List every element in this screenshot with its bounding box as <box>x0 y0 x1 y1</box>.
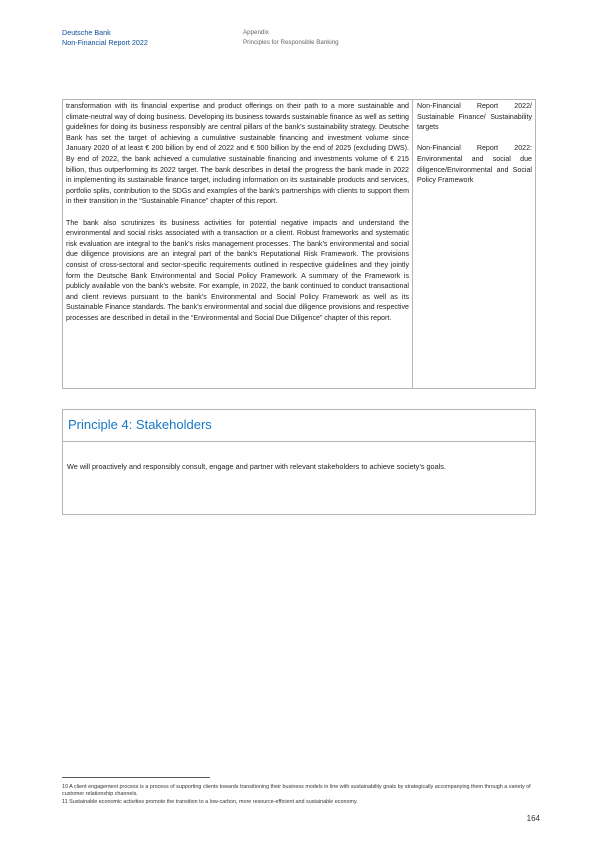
reference-link: Non-Financial Report 2022: Environmental and social due diligence/Environmental and Social Policy Framework <box>417 144 532 185</box>
content-text-column <box>63 100 413 388</box>
principle-statement: We will proactively and responsibly consult, engage and partner with relevant stakeholders to achieve society’s goals. <box>67 462 446 471</box>
principle-title: Principle 4: Stakeholders <box>63 410 535 442</box>
footnote-text: Sustainable economic activities promote the transition to a low-carbon, more resource-efficient and sustainable economy. <box>69 798 358 805</box>
footnotes <box>62 784 540 806</box>
content-table <box>62 99 536 389</box>
header-company: Deutsche Bank <box>62 28 111 37</box>
footnote <box>62 784 540 798</box>
footnote-number: 10 <box>62 784 68 790</box>
footnote <box>62 799 540 806</box>
header-subsection: Principles for Responsible Banking <box>243 38 339 46</box>
footnote-text: A client engagement process is a process of supporting clients towards transitioning their business models in line with sustainability goals by strategically accompanying them through a variety of customer relationship channels. <box>62 784 531 797</box>
header-section-block <box>243 28 339 47</box>
header-report-title: Non-Financial Report 2022 <box>62 37 148 47</box>
reference-column <box>414 100 535 388</box>
content-paragraph: transformation with its financial expertise and product offerings on their path to a more sustainable and climate-neutral way of doing business. Developing its business towards sustainable finance as well as setting guidelines for doing its business responsibly are central pillars of the bank’s sustainability strategy. Deutsche Bank has set the target of achieving a cumulative sustainable financing and investment volume since January 2020 of at least € 200 billion by end of 2022 and € 500 billion by the end of 2025 (excluding DWS). By end of 2022, the bank achieved a cumulative sustainable financing and investments volume of € 215 billion, thus outperforming its 2022 target. The bank describes in detail the progress the bank made in 2022 in implementing its sustainable finance target, including information on its sustainable products and services, portfolio splits, contribution to the SDGs and examples of the bank’s partnerships with clients to support them in their transition in the “Sustainable Finance” chapter of this report. <box>66 102 409 206</box>
page-number: 164 <box>526 814 540 823</box>
header-section: Appendix <box>243 29 269 36</box>
content-paragraph: The bank also scrutinizes its business activities for potential negative impacts and understand the environmental and social risks associated with a transaction or a client. Robust frameworks and systematic risk evaluation are integral to the bank’s risks management processes. The bank’s environmental and social due diligence provisions are an integral part of the bank’s Reputational Risk Framework. The provisions consist of cross-sectoral and sector-specific requirements outlined in respective guidelines and they jointly form the Deutsche Bank Environmental and Social Policy Framework. A summary of the Framework is publicly available von the bank’s website. For example, in 2022, the bank continued to conduct transactional and client reviews pursuant to the bank’s Environmental and Social Policy Framework as well as its Sustainable Finance standards. The bank’s environmental and social due diligence provisions and respective processes are described in detail in the “Environmental and Social Due Diligence” chapter of this report. <box>66 218 409 322</box>
principle-box <box>62 409 536 515</box>
reference-link: Non-Financial Report 2022/ Sustainable Finance/ Sustainability targets <box>417 102 532 132</box>
footnote-number: 11 <box>62 798 68 805</box>
header-company-block <box>62 28 148 47</box>
footnote-divider <box>62 777 210 778</box>
